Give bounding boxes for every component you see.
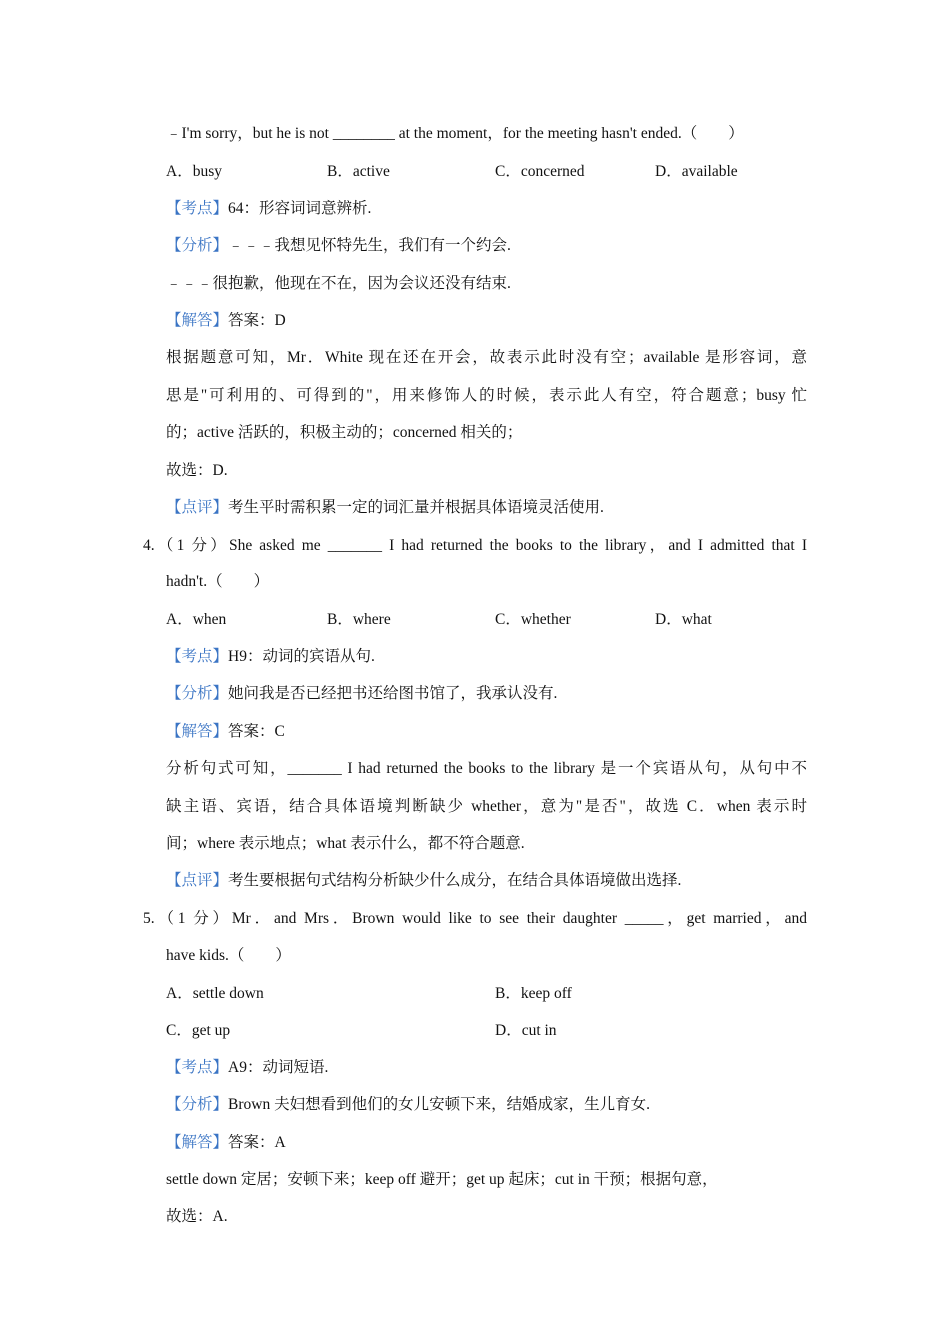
- kaodian-text: A9：动词短语.: [228, 1059, 329, 1076]
- jieda-text: 答案：A: [228, 1134, 286, 1151]
- kaodian-text: 64：形容词词意辨析.: [228, 200, 372, 217]
- q3-option-b: B．active: [327, 163, 390, 180]
- q5-option-d: D．cut in: [495, 1022, 557, 1039]
- q3-explanation-line1: 根据题意可知，Mr．White 现在还在开会，故表示此时没有空；available 是形容词，意: [166, 349, 807, 366]
- kaodian-tag: 【考点】: [166, 648, 229, 665]
- jieda-tag: 【解答】: [166, 312, 229, 329]
- dianping-text: 考生平时需积累一定的词汇量并根据具体语境灵活使用.: [228, 499, 604, 516]
- fenxi-text: Brown 夫妇想看到他们的女儿安顿下来，结婚成家，生儿育女.: [228, 1096, 650, 1113]
- q4-option-a: A．when: [166, 611, 227, 628]
- q4-explanation-line3: 间；where 表示地点；what 表示什么，都不符合题意.: [166, 835, 525, 852]
- q5-option-b: B．keep off: [495, 985, 572, 1002]
- fenxi-tag: 【分析】: [166, 237, 229, 254]
- q3-jieda: [166, 311, 286, 331]
- q4-explanation-line2: 缺主语、宾语，结合具体语境判断缺少 whether，意为"是否"，故选 C．when 表示时: [166, 798, 807, 815]
- q4-option-d: D．what: [655, 611, 712, 628]
- jieda-tag: 【解答】: [166, 1134, 229, 1151]
- q3-stem-line: ﹣I'm sorry，but he is not ________ at the moment，for the meeting hasn't ended.（ ）: [166, 125, 744, 142]
- jieda-text: 答案：C: [228, 723, 285, 740]
- fenxi-text: ﹣﹣﹣我想见怀特先生，我们有一个约会.: [228, 237, 511, 254]
- q5-jieda: [166, 1133, 286, 1153]
- q5-stem-line1: 5.（1 分）Mr．and Mrs．Brown would like to see their daughter _____，get married，and: [143, 910, 807, 927]
- dianping-text: 考生要根据句式结构分析缺少什么成分，在结合具体语境做出选择.: [228, 872, 682, 889]
- q5-option-a: A．settle down: [166, 985, 264, 1002]
- jieda-tag: 【解答】: [166, 723, 229, 740]
- q5-kaodian: [166, 1058, 328, 1078]
- kaodian-tag: 【考点】: [166, 200, 229, 217]
- kaodian-text: H9：动词的宾语从句.: [228, 648, 375, 665]
- q3-option-c: C．concerned: [495, 163, 585, 180]
- q4-jieda: [166, 722, 285, 742]
- fenxi-tag: 【分析】: [166, 685, 229, 702]
- fenxi-tag: 【分析】: [166, 1096, 229, 1113]
- dianping-tag: 【点评】: [166, 499, 229, 516]
- q3-option-a: A．busy: [166, 163, 222, 180]
- q3-explanation-line3: 的；active 活跃的，积极主动的；concerned 相关的；: [166, 424, 523, 441]
- q5-stem-line2: have kids.（ ）: [166, 947, 291, 964]
- q4-dianping: [166, 871, 681, 891]
- kaodian-tag: 【考点】: [166, 1059, 229, 1076]
- q4-stem-line2: hadn't.（ ）: [166, 573, 270, 590]
- q3-fenxi: [166, 236, 511, 256]
- q3-kaodian: [166, 199, 371, 219]
- q3-fenxi-line2: ﹣﹣﹣很抱歉，他现在不在，因为会议还没有结束.: [166, 275, 511, 292]
- fenxi-text: 她问我是否已经把书还给图书馆了，我承认没有.: [228, 685, 558, 702]
- q3-dianping: [166, 498, 604, 518]
- q4-stem-line1: 4.（1 分）She asked me _______ I had returned the books to the library，and I admitted that I: [143, 537, 807, 554]
- q5-fenxi: [166, 1095, 650, 1115]
- q4-explanation-line1: 分析句式可知，_______ I had returned the books to the library 是一个宾语从句，从句中不: [166, 760, 807, 777]
- q4-option-c: C．whether: [495, 611, 571, 628]
- q4-option-b: B．where: [327, 611, 391, 628]
- dianping-tag: 【点评】: [166, 872, 229, 889]
- jieda-text: 答案：D: [228, 312, 286, 329]
- q4-kaodian: [166, 647, 375, 667]
- q5-explanation-line1: settle down 定居；安顿下来；keep off 避开；get up 起床；cut in 干预；根据句意，: [166, 1171, 718, 1188]
- q5-answer-choice: 故选：A.: [166, 1208, 228, 1225]
- q3-option-d: D．available: [655, 163, 738, 180]
- q4-fenxi: [166, 684, 557, 704]
- q3-answer-choice: 故选：D.: [166, 462, 228, 479]
- q5-option-c: C．get up: [166, 1022, 231, 1039]
- q3-explanation-line2: 思是"可利用的、可得到的"，用来修饰人的时候，表示此人有空，符合题意；busy 忙: [166, 387, 807, 404]
